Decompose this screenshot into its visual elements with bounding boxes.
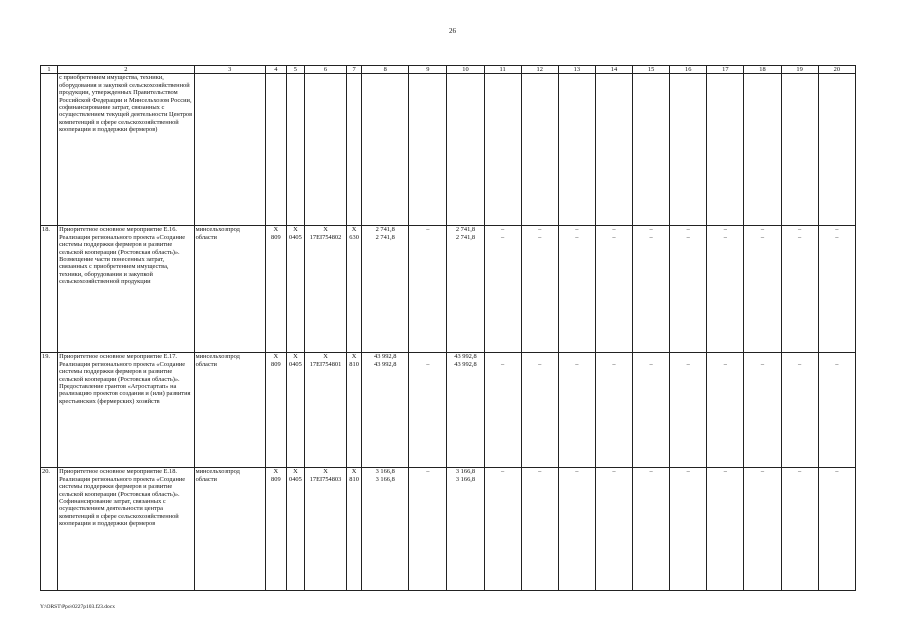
measure-name-cell: с приобретением имущества, техники, оборудования и закупкой сельскохозяйственной продукции, утвержденных Правительством Российской Федерации и Минсельхозом России, софинансирование затрат, связанных с осуществлением текущей деятельности Центров компетенций в сфере сельскохозяйственной кооперации и поддержки фермеров)	[58, 74, 195, 226]
year-amount-cell-line-1: 2 741,8	[455, 226, 476, 234]
year-amount-cell-line-2: –	[835, 233, 839, 241]
year-amount-cell	[707, 226, 744, 353]
year-amount-cell-line-1: –	[835, 226, 839, 234]
year-amount-cell-line-2: 43 992,8	[454, 360, 477, 368]
year-amount-cell-line-2	[745, 476, 779, 483]
year-amount-cell-line-1	[708, 353, 742, 360]
grbs-code-cell	[265, 468, 286, 591]
grbs-code-cell-line-2: 809	[271, 360, 281, 368]
expense-type-cell-line-2: 810	[349, 360, 359, 368]
year-amount-cell-line-1: –	[575, 468, 579, 476]
year-amount-cell	[521, 468, 558, 591]
year-amount-cell-line-1: –	[723, 226, 727, 234]
year-amount-cell-line-1: –	[723, 468, 727, 476]
section-code-cell-line-2: 0405	[289, 233, 302, 241]
executor-cell	[194, 226, 265, 353]
year-amount-cell	[818, 226, 855, 353]
table-row	[41, 353, 856, 468]
target-article-cell	[304, 468, 346, 591]
year-amount-cell-line-1: –	[501, 468, 505, 476]
year-amount-cell	[409, 226, 447, 353]
target-article-cell-line-2: 17ЕI754801	[309, 360, 342, 368]
year-amount-cell-line-2	[820, 476, 854, 483]
column-number-13: 13	[558, 66, 595, 74]
year-amount-cell	[781, 468, 818, 591]
year-amount-cell-line-2: –	[612, 360, 616, 368]
year-amount-cell-line-2: –	[760, 360, 765, 368]
column-number-11: 11	[484, 66, 521, 74]
year-amount-cell-line-1: –	[798, 226, 802, 234]
expense-type-cell	[347, 226, 362, 353]
program-table	[40, 65, 856, 591]
year-amount-cell	[670, 226, 707, 353]
year-amount-cell-line-2: –	[426, 360, 430, 368]
column-number-16: 16	[670, 66, 707, 74]
year-amount-cell	[558, 468, 595, 591]
file-path-footer: Y:\ORST\Ppo\0227p103.f23.docx	[40, 604, 115, 610]
year-amount-cell-line-1: –	[612, 226, 616, 234]
year-amount-cell-line-2	[634, 476, 668, 483]
year-amount-cell-line-2	[783, 476, 817, 483]
year-amount-cell-line-2: 3 166,8	[455, 475, 476, 483]
year-amount-cell-line-2: –	[649, 360, 653, 368]
column-number-12: 12	[521, 66, 558, 74]
year-amount-cell-line-2	[410, 476, 445, 483]
year-amount-cell	[818, 353, 855, 468]
year-amount-cell	[447, 468, 484, 591]
year-amount-cell-line-1	[486, 353, 520, 360]
year-amount-cell	[447, 353, 484, 468]
executor-line: области	[195, 360, 217, 368]
year-amount-cell	[633, 353, 670, 468]
column-number-row	[41, 66, 856, 74]
year-amount-cell-line-1: –	[426, 226, 430, 234]
year-amount-cell-line-2: –	[575, 233, 579, 241]
year-amount-cell	[595, 226, 632, 353]
year-amount-cell-line-2: –	[760, 233, 765, 241]
year-amount-cell	[744, 468, 781, 591]
year-amount-cell	[558, 353, 595, 468]
column-number-9: 9	[409, 66, 447, 74]
year-amount-cell-line-1	[597, 353, 631, 360]
target-article-cell	[304, 353, 346, 468]
target-article-cell-line-1: X	[323, 353, 328, 361]
year-amount-cell-line-1: –	[835, 468, 839, 476]
total-amount-cell-line-2: 2 741,8	[375, 233, 395, 241]
table-row	[41, 226, 856, 353]
executor-line: минсельхозпрод	[195, 468, 240, 476]
measure-name-cell: Приоритетное основное мероприятие Е.18. Реализация регионального проекта «Создание системы поддержки фермеров и развитие сельской кооперации (Ростовская область)». Софинансирование затрат, связанных с осуществлением деятельности центра компетенций в сфере сельскохозяйственной кооперации и поддержки фермеров	[58, 468, 195, 591]
year-amount-cell-line-2: –	[538, 360, 542, 368]
year-amount-cell	[447, 226, 484, 353]
section-code-cell-line-1: X	[293, 353, 298, 361]
year-amount-cell-line-1: 3 166,8	[455, 468, 476, 476]
year-amount-cell	[595, 468, 632, 591]
year-amount-cell-line-1	[745, 353, 779, 360]
year-amount-cell-line-2	[708, 476, 742, 483]
section-code-cell-line-2: 0405	[289, 475, 302, 483]
year-amount-cell-line-2: –	[575, 360, 579, 368]
column-number-18: 18	[744, 66, 781, 74]
year-amount-cell-line-2: 2 741,8	[455, 233, 476, 241]
grbs-code-cell	[265, 226, 286, 353]
grbs-code-cell-line-2: 809	[271, 233, 281, 241]
grbs-code-cell-line-1: X	[273, 468, 279, 476]
year-amount-cell-line-2	[560, 476, 594, 483]
expense-type-cell	[347, 468, 362, 591]
year-amount-cell	[521, 226, 558, 353]
row-number: 20.	[41, 468, 58, 591]
year-amount-cell-line-2	[410, 234, 445, 241]
column-number-17: 17	[707, 66, 744, 74]
expense-type-cell-line-1: X	[351, 353, 357, 361]
year-amount-cell-line-2: –	[723, 360, 727, 368]
expense-type-cell-line-2: 810	[349, 475, 359, 483]
target-article-cell-line-2: 17ЕI754803	[309, 475, 342, 483]
year-amount-cell-line-1: 43 992,8	[454, 353, 477, 361]
year-amount-cell	[409, 353, 447, 468]
column-number-2: 2	[58, 66, 195, 74]
total-amount-cell	[362, 226, 409, 353]
year-amount-cell-line-1: –	[538, 468, 542, 476]
executor-line: области	[195, 233, 217, 241]
year-amount-cell-line-2: –	[686, 233, 690, 241]
executor-line: минсельхозпрод	[195, 226, 240, 234]
year-amount-cell	[818, 468, 855, 591]
section-code-cell-line-1: X	[293, 226, 298, 234]
column-number-4: 4	[265, 66, 286, 74]
year-amount-cell-line-2: –	[798, 360, 802, 368]
year-amount-cell-line-2: –	[501, 233, 505, 241]
year-amount-cell	[484, 353, 521, 468]
executor-cell	[194, 468, 265, 591]
executor-cell	[194, 353, 265, 468]
year-amount-cell	[744, 353, 781, 468]
total-amount-cell	[362, 468, 409, 591]
grbs-code-cell-line-1: X	[273, 226, 279, 234]
year-amount-cell-line-1: –	[760, 226, 765, 234]
column-number-8: 8	[362, 66, 409, 74]
year-amount-cell-line-2: –	[686, 360, 690, 368]
year-amount-cell-line-1	[820, 353, 854, 360]
year-amount-cell	[558, 226, 595, 353]
year-amount-cell-line-1: –	[686, 468, 690, 476]
page-number: 26	[449, 27, 456, 35]
year-amount-cell-line-1: –	[501, 226, 505, 234]
executor-line: минсельхозпрод	[195, 353, 240, 361]
column-number-6: 6	[304, 66, 346, 74]
section-code-cell-line-2: 0405	[289, 360, 302, 368]
year-amount-cell-line-1	[410, 353, 445, 360]
year-amount-cell-line-1: –	[686, 226, 690, 234]
year-amount-cell	[707, 353, 744, 468]
year-amount-cell	[595, 353, 632, 468]
year-amount-cell-line-1: –	[538, 226, 542, 234]
year-amount-cell-line-1: –	[760, 468, 765, 476]
row-number	[41, 74, 58, 226]
column-number-10: 10	[447, 66, 484, 74]
year-amount-cell-line-1: –	[798, 468, 802, 476]
year-amount-cell-line-2	[597, 476, 631, 483]
target-article-cell-line-2: 17ЕI754802	[309, 233, 342, 241]
total-amount-cell-line-1: 3 166,8	[375, 468, 395, 476]
table-row	[41, 468, 856, 591]
year-amount-cell-line-2: –	[501, 360, 505, 368]
year-amount-cell-line-1	[671, 353, 705, 360]
expense-type-cell	[347, 353, 362, 468]
total-amount-cell-line-2: 43 992,8	[374, 360, 397, 368]
year-amount-cell-line-2	[486, 476, 520, 483]
year-amount-cell	[484, 468, 521, 591]
year-amount-cell	[670, 468, 707, 591]
measure-name-cell: Приоритетное основное мероприятие Е.16. Реализация регионального проекта «Создание системы поддержки фермеров и развитие сельской кооперации (Ростовская область)». Возмещение части понесенных затрат, связанных с приобретением имущества, техники, оборудования и закупкой сельскохозяйственной продукции	[58, 226, 195, 353]
total-amount-cell	[362, 353, 409, 468]
year-amount-cell	[670, 353, 707, 468]
expense-type-cell-line-1: X	[351, 226, 357, 234]
column-number-15: 15	[633, 66, 670, 74]
grbs-code-cell	[265, 353, 286, 468]
year-amount-cell-line-1: –	[575, 226, 579, 234]
year-amount-cell-line-1: –	[426, 468, 430, 476]
year-amount-cell	[707, 468, 744, 591]
year-amount-cell-line-1	[560, 353, 594, 360]
year-amount-cell	[781, 353, 818, 468]
year-amount-cell-line-2: –	[835, 360, 839, 368]
year-amount-cell-line-2	[671, 476, 705, 483]
total-amount-cell-line-1: 2 741,8	[375, 226, 395, 234]
year-amount-cell	[633, 226, 670, 353]
year-amount-cell	[633, 468, 670, 591]
table-body	[41, 66, 856, 591]
year-amount-cell-line-2: –	[649, 233, 653, 241]
target-article-cell-line-1: X	[323, 226, 328, 234]
column-number-20: 20	[818, 66, 855, 74]
year-amount-cell-line-2: –	[723, 233, 727, 241]
year-amount-cell-line-1: –	[612, 468, 616, 476]
continuation-row	[41, 74, 856, 226]
total-amount-cell-line-1: 43 992,8	[374, 353, 397, 361]
executor-line: области	[195, 475, 217, 483]
column-number-14: 14	[595, 66, 632, 74]
year-amount-cell-line-1	[634, 353, 668, 360]
column-number-1: 1	[41, 66, 58, 74]
section-code-cell	[286, 226, 304, 353]
total-amount-cell-line-2: 3 166,8	[375, 475, 395, 483]
year-amount-cell-line-2: –	[612, 233, 616, 241]
target-article-cell	[304, 226, 346, 353]
grbs-code-cell-line-1: X	[273, 353, 279, 361]
target-article-cell-line-1: X	[323, 468, 328, 476]
year-amount-cell-line-1: –	[649, 468, 653, 476]
column-number-7: 7	[347, 66, 362, 74]
grbs-code-cell-line-2: 809	[271, 475, 281, 483]
year-amount-cell-line-1	[523, 353, 557, 360]
year-amount-cell	[409, 468, 447, 591]
expense-type-cell-line-2: 630	[349, 233, 359, 241]
year-amount-cell	[781, 226, 818, 353]
year-amount-cell	[521, 353, 558, 468]
year-amount-cell-line-2	[523, 476, 557, 483]
column-number-3: 3	[194, 66, 265, 74]
row-number: 19.	[41, 353, 58, 468]
year-amount-cell-line-1: –	[649, 226, 653, 234]
row-number: 18.	[41, 226, 58, 353]
year-amount-cell-line-1	[783, 353, 817, 360]
column-number-19: 19	[781, 66, 818, 74]
year-amount-cell	[744, 226, 781, 353]
year-amount-cell-line-2: –	[798, 233, 802, 241]
section-code-cell	[286, 353, 304, 468]
section-code-cell-line-1: X	[293, 468, 298, 476]
year-amount-cell-line-2: –	[538, 233, 542, 241]
expense-type-cell-line-1: X	[351, 468, 357, 476]
section-code-cell	[286, 468, 304, 591]
measure-name-cell: Приоритетное основное мероприятие Е.17. Реализация регионального проекта «Создание системы поддержки фермеров и развитие сельской кооперации (Ростовская область)». Предоставление грантов «Агростартап» на реализацию проектов создания и (или) развития крестьянских (фермерских) хозяйств	[58, 353, 195, 468]
column-number-5: 5	[286, 66, 304, 74]
year-amount-cell	[484, 226, 521, 353]
